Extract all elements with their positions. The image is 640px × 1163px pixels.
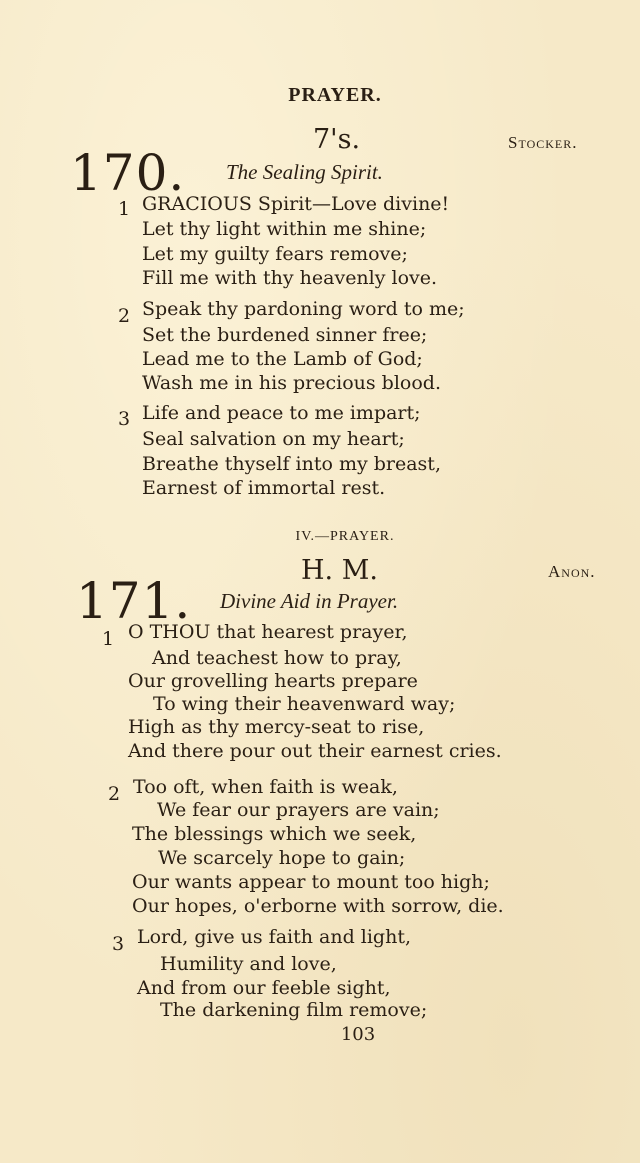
hymn-line: Our hopes, o'erborne with sorrow, die. bbox=[132, 895, 504, 917]
hymn-line: Our wants appear to mount too high; bbox=[132, 871, 490, 893]
hymn-line: Fill me with thy heavenly love. bbox=[142, 267, 438, 289]
verse-number: 1 bbox=[118, 198, 131, 220]
hymn-line: Breathe thyself into my breast, bbox=[142, 453, 441, 475]
hymn-line: Speak thy pardoning word to me; bbox=[142, 298, 465, 320]
verse-number: 3 bbox=[112, 933, 125, 955]
hymn-line: To wing their heavenward way; bbox=[153, 693, 456, 715]
verse-number: 2 bbox=[118, 305, 131, 327]
hymn-line: We scarcely hope to gain; bbox=[158, 847, 406, 869]
hymn-line: Set the burdened sinner free; bbox=[142, 324, 428, 346]
hymn-line: Let my guilty fears remove; bbox=[142, 243, 408, 265]
hymn-line: Wash me in his precious blood. bbox=[142, 372, 441, 394]
verse-number: 2 bbox=[108, 783, 121, 805]
hymn-meter: H. M. bbox=[301, 555, 378, 586]
hymn-line: Let thy light within me shine; bbox=[142, 218, 427, 240]
verse-number: 3 bbox=[118, 408, 131, 430]
hymn-line: And from our feeble sight, bbox=[137, 977, 391, 999]
page-number: 103 bbox=[340, 1024, 376, 1045]
hymn-line: And teachest how to pray, bbox=[152, 647, 402, 669]
verse-number: 1 bbox=[102, 628, 115, 650]
hymn-line: High as thy mercy-seat to rise, bbox=[128, 716, 425, 738]
page-header: PRAYER. bbox=[288, 84, 382, 106]
hymn-number: 170. bbox=[70, 144, 186, 202]
hymn-composer: Anon. bbox=[548, 562, 596, 581]
hymn-line: We fear our prayers are vain; bbox=[157, 799, 440, 821]
hymn-number: 171. bbox=[76, 572, 192, 630]
hymn-line: Earnest of immortal rest. bbox=[142, 477, 386, 499]
hymn-title: Divine Aid in Prayer. bbox=[220, 589, 399, 613]
hymn-line: Humility and love, bbox=[160, 953, 337, 975]
hymn-line: Lead me to the Lamb of God; bbox=[142, 348, 423, 370]
hymn-line: Lord, give us faith and light, bbox=[137, 926, 412, 948]
section-heading: IV.—PRAYER. bbox=[295, 529, 395, 544]
hymn-line: The blessings which we seek, bbox=[132, 823, 417, 845]
hymn-title: The Sealing Spirit. bbox=[226, 160, 383, 184]
hymn-line: Seal salvation on my heart; bbox=[142, 428, 405, 450]
hymn-line: Too oft, when faith is weak, bbox=[133, 776, 398, 798]
hymn-composer: Stocker. bbox=[508, 133, 578, 152]
hymn-line: The darkening film remove; bbox=[160, 999, 428, 1021]
hymn-line: And there pour out their earnest cries. bbox=[128, 740, 502, 762]
hymn-line: Our grovelling hearts prepare bbox=[128, 670, 418, 692]
hymn-line: GRACIOUS Spirit—Love divine! bbox=[142, 193, 450, 215]
hymn-meter: 7's. bbox=[313, 124, 361, 155]
hymn-line: Life and peace to me impart; bbox=[142, 402, 421, 424]
hymn-line: O THOU that hearest prayer, bbox=[128, 621, 408, 643]
